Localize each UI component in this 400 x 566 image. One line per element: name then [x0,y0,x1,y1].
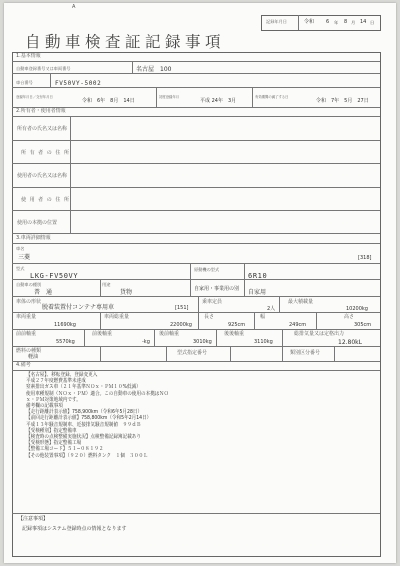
length-value: 925cm [228,322,246,328]
fr-axle-label: 前後軸重 [92,331,113,337]
model-label: 型式 [16,266,25,271]
body-code: [151] [175,305,189,311]
remark-line: 備考欄の記載事項 [26,403,63,409]
weight-value: 11690kg [54,322,76,328]
reg-number-label: 自動車登録番号又は車両番号 [16,66,71,71]
height-label: 高さ [344,314,355,320]
remark-line: 【名古屋】、移転登録、登録変更入 [26,372,98,378]
owner-name-label: 所有者の氏名又は名称 [17,126,68,132]
displacement-label: 総排気量又は定格出力 [294,331,345,337]
rf-axle-value: 3010kg [193,339,212,345]
capacity-value: 2人 [267,306,276,312]
width-value: 249cm [289,322,307,328]
base-location-label: 使用の本拠の位置 [17,220,58,226]
remark-line: 【前回走行距離計表示値】758,800km（令和5年2月14日） [26,415,152,422]
record-date-era: 令和 [304,19,315,25]
kind-label: 自動車の種別 [16,282,42,287]
rf-axle-label: 後前軸重 [159,331,180,337]
first-reg-label: 初度登録年月 [159,94,180,99]
weight-label: 車両重量 [16,314,37,320]
reg-date-label: 登録年月日／交付年月日 [16,94,53,99]
ff-axle-value: 5570kg [56,339,75,345]
rr-axle-label: 後後軸重 [224,331,245,337]
fuel-label: 燃料の種類 [16,348,42,354]
body-label: 車体の形状 [16,299,42,305]
section-basic: 1.基本情報 [16,53,41,59]
capacity-label: 乗車定員 [202,299,223,305]
reg-date-value: 令和 6年 8月 14日 [82,98,135,104]
remark-line: 【検査時の点検整備実施状況】点検整備記録簿記載あり [26,434,142,440]
width-label: 幅 [260,314,266,320]
first-reg-value: 平成 24年 3月 [200,98,237,104]
purpose-label: 自家用・事業用の別 [194,286,240,292]
remark-line: 使用車種規制（ＮＯｘ・ＰＭ）適合。この自動車の使用の本拠はＮＯ [26,390,169,397]
remark-line: 【受検種別】指定整備車 [26,427,77,434]
use-label: 用途 [102,282,111,287]
fr-axle-value: -kg [142,339,150,345]
section-remarks: 4.備考 [16,362,31,368]
rr-axle-value: 3110kg [254,339,273,345]
chassis-label: 車台番号 [16,80,33,85]
model-value: LKG-FV50VY [30,272,79,280]
remark-line: 窒素排出ガス車（２１年基準ＮＯｘ・ＰＭ１０%低減） [26,384,141,391]
remark-line: 【その他装置事項】（９２０）燃料タンク １個 ３００Ｌ [26,452,148,459]
remark-line: 平成２７年度燃費基準未達成 [26,378,86,385]
car-name-value: 三菱 [18,254,31,261]
inspection-record-sheet: A 自動車検査証記録事項 記録年月日 令和 6 年 8 月 14 日 1.基本情報 自動車登録番号又は車両番号 名古屋 100 車台番号 FV50VY-5002 登録年月日／交付年月日 令和 6年 8月 14日 初度登録年月 平成 24年 3月 有効期間の満了する日 令和 7年 5月 27日 2.所有者・使用者情報 所有者の氏名又は名称 所 有 者 の 住 所 使用者の氏名又は名称 使 用 者 の 住 所 使用の本拠の位置 3.車両詳細情報 車名 三菱 [318] 型式 LKG-FV50VY 原動機の型式 6R10 自動車の種別 普 通 用途 貨物 自家用・事業用の別 自家用 車体の形状 脱着装置付コンテナ専用車 [151] 乗車定員 2人 最大積載量 10200kg 車両重量 11690kg 車両総重量 22000kg 長さ 925cm 幅 249cm 高さ 305cm 前前軸重 5570kg 前後軸重 -kg 後前軸重 3010kg 後後軸重 3110kg 総排気量又は定格出力 12.80kL 燃料の種類 軽油 型式指定番号 類別区分番号 4.備考 【注意事項】 記録事項はシステム登録時点の情報となります 【名古屋】、移転登録、登録変更入 平成２７年度燃費基準未達成 窒素排出ガス車（２１年基準ＮＯｘ・ＰＭ１０%低減） 使用車種規制（ＮＯｘ・ＰＭ）適合。この自動車の使用の本拠はＮＯ ｘ・ＰＭ対策地域内です。 備考欄の記載事項 【走行距離計表示値】758,900km（令和6年5月28日） 【前回走行距離計表示値】758,800km（令和5年2月14日） 平成１３年騒音規制車、近接排気騒音規制値 ９９ｄＢ 【受検種別】指定整備車 【検査時の点検整備実施状況】点検整備記録簿記載あり 【受検形態】指定整備工場 【整備工場コード】５１−０８１９２ 【その他装置事項】（９２０）燃料タンク １個 ３００Ｌ [4,3,396,563]
user-name-label: 使用者の氏名又は名称 [17,173,68,179]
kind-value: 普 通 [34,289,53,296]
engine-label: 原動機の型式 [194,267,220,272]
reg-number-value: 名古屋 100 [136,66,172,73]
page-title: 自動車検査証記録事項 [25,33,226,51]
remark-line: 【整備工場コード】５１−０８１９２ [26,446,104,453]
expiry-label: 有効期間の満了する日 [255,94,289,99]
gross-label: 車両総重量 [104,314,130,320]
remark-line: 【走行距離計表示値】758,900km（令和6年5月28日） [26,409,143,416]
section-owner: 2.所有者・使用者情報 [16,108,66,114]
small-mark: A [72,4,76,10]
notes-title: 【注意事項】 [18,516,49,522]
use-value: 貨物 [120,289,133,296]
user-address-label: 使 用 者 の 住 所 [21,197,70,203]
section-vehicle: 3.車両詳細情報 [16,235,51,241]
notes-text: 記録事項はシステム登録時点の情報となります [22,526,127,532]
height-value: 305cm [354,322,372,328]
body-value: 脱着装置付コンテナ専用車 [42,304,115,311]
chassis-value: FV50VY-5002 [55,80,102,87]
designation-label: 型式指定番号 [177,350,208,356]
car-name-code: [318] [358,255,372,261]
engine-value: 6R10 [248,272,268,280]
remark-line: ｘ・ＰＭ対策地域内です。 [26,396,81,403]
max-load-label: 最大積載量 [288,299,314,305]
category-label: 類別区分番号 [290,350,321,356]
length-label: 長さ [204,314,215,320]
record-date-label: 記録年月日 [266,19,287,24]
car-name-label: 車名 [16,246,25,251]
remark-line: 平成１３年騒音規制車、近接排気騒音規制値 ９９ｄＢ [26,421,142,428]
max-load-value: 10200kg [346,306,368,312]
displacement-value: 12.80kL [338,339,362,346]
expiry-value: 令和 7年 5月 27日 [316,98,369,104]
gross-value: 22000kg [170,322,192,328]
owner-address-label: 所 有 者 の 住 所 [21,150,70,156]
remark-line: 【受検形態】指定整備工場 [26,440,82,447]
purpose-value: 自家用 [248,289,267,296]
fuel-value: 軽油 [28,354,39,360]
ff-axle-label: 前前軸重 [16,331,37,337]
